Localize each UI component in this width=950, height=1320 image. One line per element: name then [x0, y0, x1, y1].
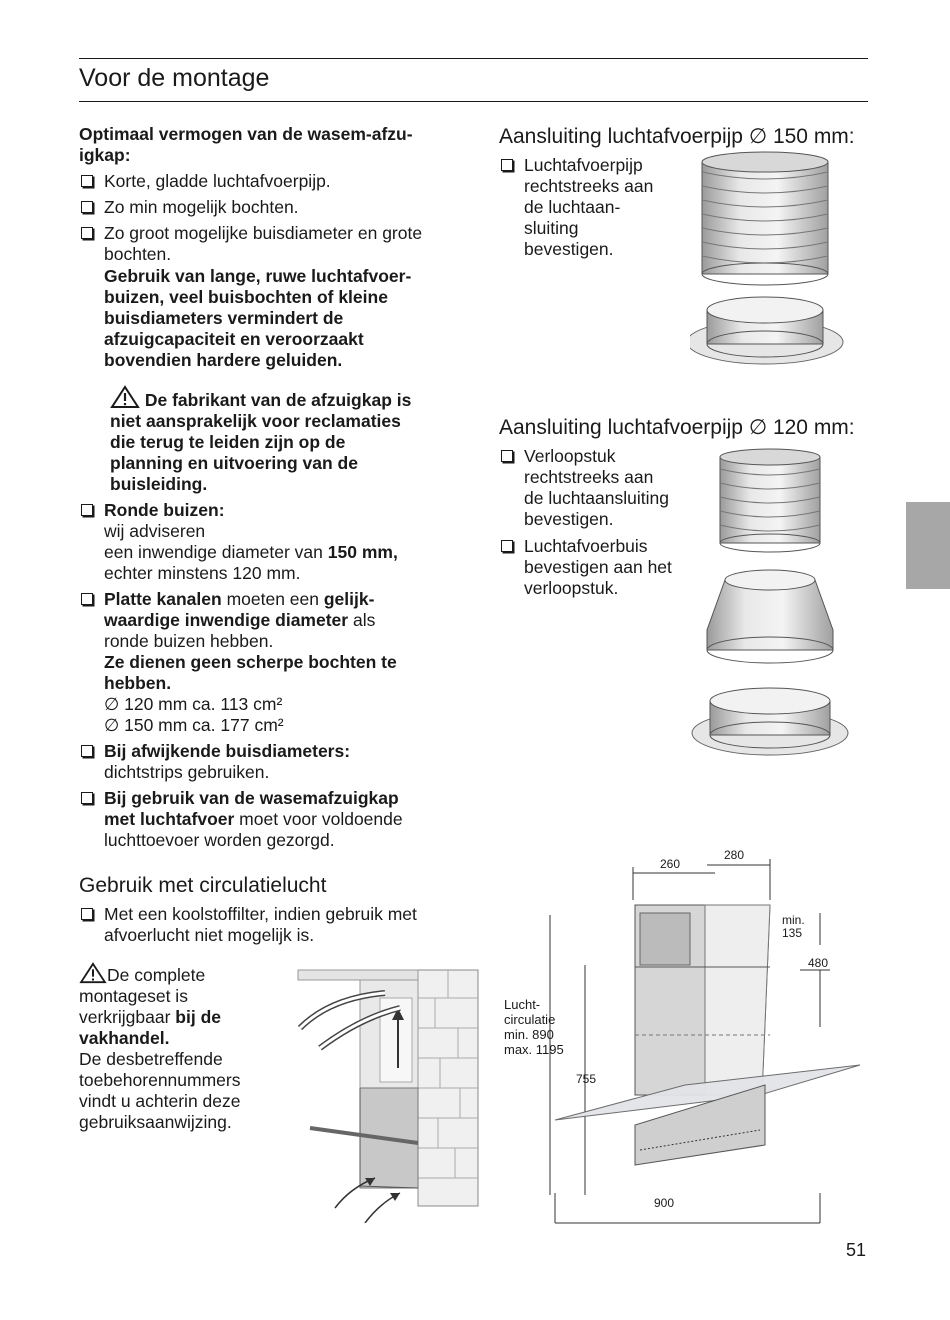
section-heading-performance: Optimaal vermogen van de wasem-afzu- igkap: [79, 124, 413, 165]
checkbox-icon [501, 540, 513, 552]
list-item-ronde: Ronde buizen: wij adviseren een inwendige diameter van 150 mm, echter minstens 120 mm. [79, 500, 479, 584]
list-item: Luchtafvoerpijp rechtstreeks aan de luchtaan- sluiting bevestigen. [499, 155, 689, 260]
list-item: Met een koolstoffilter, indien gebruik met afvoerlucht niet mogelijk is. [79, 904, 479, 946]
warning-icon [79, 962, 107, 984]
checkbox-icon [81, 201, 93, 213]
checkbox-icon [81, 745, 93, 757]
section-heading-150: Aansluiting luchtafvoerpijp ∅ 150 mm: [499, 125, 855, 148]
checkbox-icon [81, 504, 93, 516]
bold-note: Gebruik van lange, ruwe luchtafvoer- buizen, veel buisbochten of kleine buisdiameters vermindert de afzuigcapaciteit en veroorzaakt bovendien hardere geluiden. [104, 266, 412, 370]
section-heading-120: Aansluiting luchtafvoerpijp ∅ 120 mm: [499, 416, 855, 439]
checkbox-icon [81, 175, 93, 187]
pipe-120-illustration [690, 445, 850, 765]
montageset-note: De complete montageset is verkrijgbaar bij de vakhandel. De desbetreffende toebehorennummers vindt u achterin deze gebruiksaanwijzing. [79, 962, 279, 1133]
wall-installation-illustration [290, 968, 485, 1223]
dim-260: 260 [660, 857, 681, 871]
checkbox-icon [81, 593, 93, 605]
dim-min-135: min. 135 [782, 913, 805, 940]
checkbox-icon [81, 908, 93, 920]
dim-luchtcirculatie: Lucht- circulatie min. 890 max. 1195 [504, 997, 564, 1057]
list-120 [499, 446, 699, 599]
list-item: Verloopstuk rechtstreeks aan de luchtaansluiting bevestigen. [499, 446, 699, 530]
warning-note: De fabrikant van de afzuigkap is niet aansprakelijk voor reclamaties die terug te leiden zijn op de planning en uitvoering van de buisleiding. [79, 385, 479, 495]
list-item-luchtafvoer: Bij gebruik van de wasemafzuigkap met luchtafvoer moet voor voldoende luchttoevoer worden gezorgd. [79, 788, 479, 851]
checkbox-icon [501, 159, 513, 171]
dim-480: 480 [808, 956, 829, 970]
page-number: 51 [846, 1240, 867, 1260]
list-item: Luchtafvoerbuis bevestigen aan het verloopstuk. [499, 536, 699, 599]
checkbox-icon [81, 792, 93, 804]
list-item-afwijkend: Bij afwijkende buisdiameters: dichtstrips gebruiken. [79, 741, 479, 783]
page-title: Voor de montage [79, 64, 270, 92]
section-tab [906, 502, 950, 589]
list-item: Zo min mogelijk bochten. [79, 197, 479, 218]
circulation-list [79, 904, 479, 946]
list-item: Korte, gladde luchtafvoerpijp. [79, 171, 479, 192]
section-heading-circulation: Gebruik met circulatielucht [79, 874, 327, 897]
dim-280: 280 [724, 848, 745, 862]
pipe-150-illustration [690, 150, 850, 375]
warning-icon [110, 385, 140, 409]
checkbox-icon [501, 450, 513, 462]
header-rule [79, 101, 868, 102]
list-150 [499, 155, 689, 260]
list-item-platte: Platte kanalen moeten een gelijk- waardige inwendige diameter als ronde buizen hebben. Ze dienen geen scherpe bochten te hebben. ∅ 120 mm ca. 113 cm² ∅ 150 mm ca. 177 cm² [79, 589, 479, 736]
dim-755: 755 [576, 1072, 597, 1086]
dim-900: 900 [654, 1196, 675, 1210]
list-item: Zo groot mogelijke buisdiameter en grote bochten. [79, 223, 479, 265]
checkbox-icon [81, 227, 93, 239]
left-column [79, 124, 479, 851]
top-rule [79, 58, 868, 59]
